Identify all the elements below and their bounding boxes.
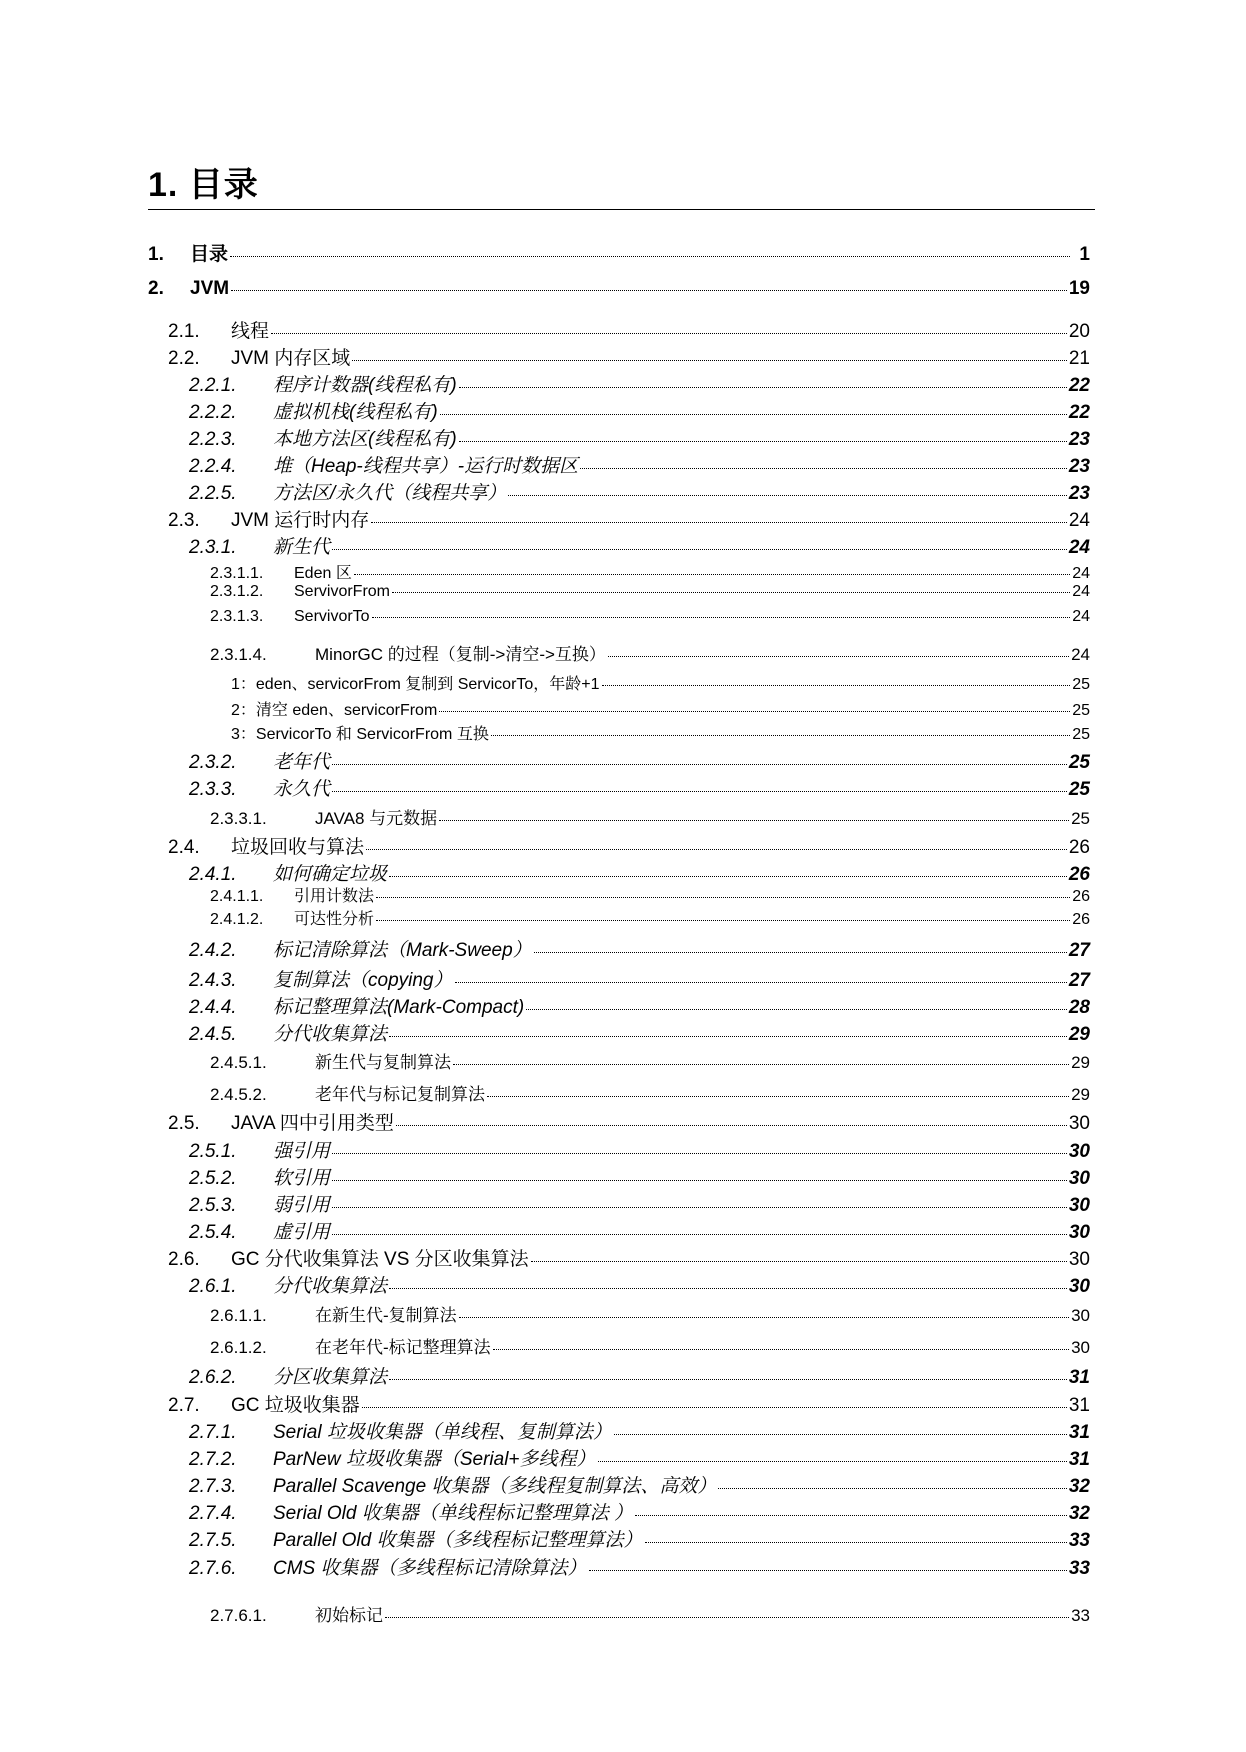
toc-entry[interactable] (189, 1019, 1090, 1045)
toc-entry-title: 1：eden、servicorFrom 复制到 ServicorTo，年龄+1 (231, 676, 600, 693)
toc-entry-page-number: 33 (1068, 1558, 1090, 1579)
toc-entry[interactable] (189, 1163, 1090, 1189)
toc-entry-number: 2.6.1.1. (210, 1306, 267, 1325)
toc-entry[interactable] (189, 747, 1090, 773)
toc-entry-page-number: 30 (1071, 1338, 1090, 1357)
dot-leader (589, 1570, 1067, 1571)
dot-leader (332, 764, 1067, 765)
toc-entry-page-number: 29 (1071, 1085, 1090, 1104)
toc-entry-number: 2.6.1. (189, 1276, 237, 1297)
dot-leader (602, 685, 1070, 686)
dot-leader (534, 952, 1067, 953)
toc-entry-number: 2.3.1.2. (210, 583, 264, 600)
toc-entry[interactable] (189, 1525, 1090, 1551)
dot-leader (580, 468, 1067, 469)
toc-entry-page-number: 31 (1068, 1422, 1090, 1443)
dot-leader (376, 920, 1070, 921)
toc-entry[interactable] (210, 1080, 1090, 1102)
toc-entry-page-number: 30 (1071, 1306, 1090, 1325)
toc-entry[interactable] (189, 1217, 1090, 1243)
dot-leader (459, 387, 1067, 388)
toc-entry-page-number: 24 (1072, 565, 1090, 582)
toc-entry-number: 2.4.1.2. (210, 911, 264, 928)
toc-entry-page-number: 25 (1068, 779, 1090, 800)
toc-entry[interactable] (210, 1048, 1090, 1070)
toc-entry-number: 2. (148, 278, 164, 299)
toc-entry-title: 老年代与标记复制算法 (315, 1085, 485, 1104)
dot-leader (231, 290, 1067, 291)
toc-entry[interactable] (168, 1108, 1090, 1134)
toc-entry[interactable] (189, 478, 1090, 504)
toc-entry-page-number: 27 (1068, 940, 1090, 961)
toc-entry-title: 新生代 (273, 537, 331, 558)
toc-entry[interactable] (210, 804, 1090, 826)
toc-entry-page-number: 29 (1071, 1053, 1090, 1072)
dot-leader (459, 441, 1067, 442)
dot-leader (493, 1349, 1069, 1350)
toc-entry-number: 2.2.3. (189, 429, 237, 450)
toc-entry-title: 标记整理算法(Mark-Compact) (273, 997, 525, 1018)
toc-entry-title: ServivorTo (294, 608, 370, 625)
toc-entry-page-number: 25 (1072, 726, 1090, 743)
dot-leader (491, 735, 1070, 736)
toc-entry-number: 2.2. (168, 348, 200, 369)
toc-entry-page-number: 20 (1068, 321, 1090, 342)
toc-entry-title: 标记清除算法（Mark-Sweep） (273, 940, 532, 961)
toc-entry-title: 分代收集算法 (273, 1276, 388, 1297)
toc-entry-page-number: 26 (1068, 837, 1090, 858)
toc-entry[interactable] (210, 640, 1090, 662)
toc-entry-page-number: 30 (1068, 1168, 1090, 1189)
toc-entry-page-number: 24 (1072, 583, 1090, 600)
toc-entry-title: MinorGC 的过程（复制->清空->互换） (315, 645, 606, 664)
toc-entry-number: 2.3.1.3. (210, 608, 264, 625)
toc-entry[interactable] (210, 608, 1090, 630)
toc-entry[interactable] (210, 1601, 1090, 1623)
toc-entry-title: 软引用 (273, 1168, 331, 1189)
toc-entry[interactable] (189, 370, 1090, 396)
toc-entry-number: 2.3.1.4. (210, 645, 267, 664)
toc-entry-title: 新生代与复制算法 (315, 1053, 451, 1072)
toc-entry-title: Serial 垃圾收集器（单线程、复制算法） (273, 1422, 612, 1443)
toc-entry-title: 虚引用 (273, 1222, 331, 1243)
toc-entry[interactable] (189, 1498, 1090, 1524)
dot-leader (332, 1234, 1067, 1235)
toc-entry[interactable] (189, 1417, 1090, 1443)
toc-entry-title: 目录 (190, 244, 229, 265)
toc-entry-page-number: 19 (1068, 278, 1090, 299)
dot-leader (455, 982, 1067, 983)
toc-entry-number: 2.7.2. (189, 1449, 237, 1470)
toc-entry-page-number: 25 (1072, 702, 1090, 719)
toc-entry[interactable] (210, 560, 1090, 582)
toc-entry-title: 分代收集算法 (273, 1024, 388, 1045)
toc-entry-number: 2.7.4. (189, 1503, 237, 1524)
toc-entry-number: 2.3. (168, 510, 200, 531)
toc-entry-title: 在老年代-标记整理算法 (315, 1338, 491, 1357)
toc-entry-title: 引用计数法 (294, 888, 375, 905)
toc-entry-page-number: 30 (1068, 1222, 1090, 1243)
toc-entry-page-number: 26 (1068, 864, 1090, 885)
toc-entry[interactable] (189, 424, 1090, 450)
dot-leader (376, 897, 1070, 898)
dot-leader (718, 1488, 1066, 1489)
toc-entry[interactable] (168, 316, 1090, 342)
toc-entry-title: ParNew 垃圾收集器（Serial+多线程） (273, 1449, 596, 1470)
toc-entry-number: 2.7.6. (189, 1558, 237, 1579)
toc-entry-number: 2.4.5.2. (210, 1085, 267, 1104)
toc-entry-page-number: 33 (1068, 1530, 1090, 1551)
toc-entry[interactable] (210, 906, 1090, 928)
toc-entry-title: JVM 运行时内存 (231, 510, 370, 531)
dot-leader (531, 1261, 1067, 1262)
toc-entry-page-number: 24 (1068, 537, 1090, 558)
toc-entry-number: 2.6.2. (189, 1367, 237, 1388)
toc-entry-number: 2.4.5.1. (210, 1053, 267, 1072)
toc-entry-title: 分区收集算法 (273, 1367, 388, 1388)
dot-leader (389, 876, 1067, 877)
page-title: 1. 目录 (148, 166, 259, 204)
toc-entry-page-number: 1 (1079, 244, 1090, 265)
toc-entry[interactable] (189, 1553, 1090, 1579)
toc-entry-number: 2.3.3. (189, 779, 237, 800)
dot-leader (354, 574, 1070, 575)
toc-entry-number: 2.5.4. (189, 1222, 237, 1243)
toc-entry[interactable] (231, 697, 1090, 719)
dot-leader (230, 256, 1070, 257)
toc-entry-page-number: 23 (1068, 456, 1090, 477)
toc-entry[interactable] (189, 992, 1090, 1018)
toc-entry-title: 堆（Heap-线程共享）-运行时数据区 (273, 456, 579, 477)
toc-entry[interactable] (148, 278, 1090, 304)
toc-entry[interactable] (189, 1444, 1090, 1470)
toc-entry[interactable] (189, 859, 1090, 885)
dot-leader (508, 495, 1067, 496)
toc-entry-number: 2.3.3.1. (210, 809, 267, 828)
toc-entry-title: JAVA 四中引用类型 (231, 1113, 394, 1134)
toc-entry-page-number: 21 (1068, 348, 1090, 369)
toc-entry[interactable] (231, 671, 1090, 693)
toc-entry-page-number: 22 (1068, 402, 1090, 423)
toc-entry[interactable] (168, 505, 1090, 531)
toc-entry-title: 方法区/永久代（线程共享） (273, 483, 507, 504)
toc-entry-page-number: 31 (1068, 1449, 1090, 1470)
dot-leader (352, 360, 1067, 361)
toc-entry-title: 线程 (231, 321, 270, 342)
toc-entry[interactable] (210, 883, 1090, 905)
dot-leader (372, 617, 1070, 618)
dot-leader (608, 656, 1069, 657)
toc-entry[interactable] (168, 1244, 1090, 1270)
toc-entry-page-number: 24 (1071, 645, 1090, 664)
dot-leader (389, 1036, 1067, 1037)
toc-entry[interactable] (189, 1362, 1090, 1388)
toc-entry-page-number: 25 (1071, 809, 1090, 828)
toc-entry-title: Parallel Scavenge 收集器（多线程复制算法、高效） (273, 1476, 717, 1497)
toc-entry-title: ServivorFrom (294, 583, 391, 600)
toc-entry-title: Parallel Old 收集器（多线程标记整理算法） (273, 1530, 643, 1551)
toc-entry[interactable] (189, 532, 1090, 558)
toc-entry-title: 虚拟机栈(线程私有) (273, 402, 438, 423)
toc-entry-title: 程序计数器(线程私有) (273, 375, 457, 396)
dot-leader (389, 1288, 1067, 1289)
toc-entry[interactable] (189, 1471, 1090, 1497)
toc-entry-number: 2.1. (168, 321, 200, 342)
toc-entry-page-number: 23 (1068, 483, 1090, 504)
toc-entry-page-number: 31 (1068, 1395, 1090, 1416)
toc-entry-number: 2.7.6.1. (210, 1606, 267, 1625)
toc-entry[interactable] (189, 1271, 1090, 1297)
dot-leader (614, 1434, 1067, 1435)
dot-leader (371, 522, 1067, 523)
dot-leader (598, 1461, 1067, 1462)
dot-leader (635, 1515, 1067, 1516)
toc-entry-title: 永久代 (273, 779, 331, 800)
toc-entry[interactable] (168, 1390, 1090, 1416)
toc-entry-title: JVM (190, 278, 230, 299)
toc-entry-page-number: 24 (1068, 510, 1090, 531)
toc-entry-number: 2.4.5. (189, 1024, 237, 1045)
toc-entry-page-number: 32 (1068, 1503, 1090, 1524)
toc-entry-number: 2.5.3. (189, 1195, 237, 1216)
toc-entry-page-number: 30 (1068, 1276, 1090, 1297)
toc-entry[interactable] (168, 343, 1090, 369)
toc-entry-page-number: 30 (1068, 1195, 1090, 1216)
toc-entry-page-number: 30 (1068, 1141, 1090, 1162)
dot-leader (645, 1542, 1067, 1543)
toc-entry[interactable] (231, 721, 1090, 743)
toc-entry-number: 2.5.1. (189, 1141, 237, 1162)
toc-entry-title: 初始标记 (315, 1606, 383, 1625)
toc-entry-title: 在新生代-复制算法 (315, 1306, 457, 1325)
toc-entry-number: 2.6. (168, 1249, 200, 1270)
toc-entry-page-number: 23 (1068, 429, 1090, 450)
toc-entry-page-number: 26 (1072, 888, 1090, 905)
toc-entry-title: Serial Old 收集器（单线程标记整理算法 ） (273, 1503, 633, 1524)
dot-leader (396, 1125, 1067, 1126)
toc-entry-title: Eden 区 (294, 565, 352, 582)
toc-entry-number: 2.3.1. (189, 537, 237, 558)
toc-entry-page-number: 25 (1072, 676, 1090, 693)
toc-entry-number: 2.4.1. (189, 864, 237, 885)
toc-entry-number: 2.7.3. (189, 1476, 237, 1497)
dot-leader (332, 1153, 1067, 1154)
toc-entry[interactable] (189, 935, 1090, 961)
toc-entry[interactable] (189, 965, 1090, 991)
toc-entry[interactable] (189, 774, 1090, 800)
toc-entry-number: 2.4.2. (189, 940, 237, 961)
dot-leader (440, 414, 1067, 415)
toc-entry-page-number: 30 (1068, 1249, 1090, 1270)
dot-leader (526, 1009, 1067, 1010)
toc-entry-number: 2.2.4. (189, 456, 237, 477)
toc-entry-page-number: 27 (1068, 970, 1090, 991)
toc-entry-number: 2.6.1.2. (210, 1338, 267, 1357)
toc-entry-title: 如何确定垃圾 (273, 864, 388, 885)
dot-leader (332, 1180, 1067, 1181)
dot-leader (439, 820, 1069, 821)
toc-entry-title: 垃圾回收与算法 (231, 837, 365, 858)
toc-entry-number: 2.7.5. (189, 1530, 237, 1551)
toc-entry-page-number: 28 (1068, 997, 1090, 1018)
toc-entry-page-number: 33 (1071, 1606, 1090, 1625)
toc-entry[interactable] (189, 451, 1090, 477)
toc-entry-page-number: 22 (1068, 375, 1090, 396)
toc-entry-title: 2：清空 eden、servicorFrom (231, 702, 438, 719)
dot-leader (459, 1317, 1069, 1318)
toc-entry[interactable] (189, 1136, 1090, 1162)
toc-entry-number: 2.3.1.1. (210, 565, 264, 582)
toc-entry-title: 强引用 (273, 1141, 331, 1162)
toc-entry[interactable] (168, 832, 1090, 858)
toc-entry-page-number: 30 (1068, 1113, 1090, 1134)
toc-entry[interactable] (210, 1333, 1090, 1355)
toc-entry-title: GC 垃圾收集器 (231, 1395, 360, 1416)
toc-entry-number: 2.4. (168, 837, 200, 858)
toc-entry-number: 2.7. (168, 1395, 200, 1416)
toc-entry-title: 可达性分析 (294, 911, 375, 928)
toc-entry[interactable] (210, 583, 1090, 605)
toc-entry-number: 2.5. (168, 1113, 200, 1134)
dot-leader (439, 711, 1070, 712)
toc-entry-page-number: 29 (1068, 1024, 1090, 1045)
toc-entry-number: 2.5.2. (189, 1168, 237, 1189)
toc-entry-number: 2.2.2. (189, 402, 237, 423)
dot-leader (392, 592, 1070, 593)
toc-entry[interactable] (189, 1190, 1090, 1216)
dot-leader (389, 1379, 1067, 1380)
toc-entry-title: 本地方法区(线程私有) (273, 429, 457, 450)
toc-entry[interactable] (210, 1301, 1090, 1323)
toc-entry-number: 2.3.2. (189, 752, 237, 773)
toc-entry-title: 3：ServicorTo 和 ServicorFrom 互换 (231, 726, 489, 743)
toc-entry-number: 2.4.1.1. (210, 888, 264, 905)
dot-leader (362, 1407, 1067, 1408)
toc-entry[interactable] (189, 397, 1090, 423)
dot-leader (332, 791, 1067, 792)
dot-leader (366, 849, 1067, 850)
toc-entry-title: JAVA8 与元数据 (315, 809, 438, 828)
toc-entry-title: 老年代 (273, 752, 331, 773)
toc-entry-title: 复制算法（copying） (273, 970, 453, 991)
toc-entry-page-number: 32 (1068, 1476, 1090, 1497)
toc-entry-number: 1. (148, 244, 164, 265)
toc-entry-page-number: 26 (1072, 911, 1090, 928)
toc-entry-page-number: 31 (1068, 1367, 1090, 1388)
toc-entry-number: 2.4.4. (189, 997, 237, 1018)
toc-entry-title: JVM 内存区域 (231, 348, 351, 369)
dot-leader (385, 1617, 1069, 1618)
dot-leader (487, 1096, 1069, 1097)
toc-entry-number: 2.2.5. (189, 483, 237, 504)
toc-entry-page-number: 25 (1068, 752, 1090, 773)
toc-entry-title: 弱引用 (273, 1195, 331, 1216)
dot-leader (332, 549, 1067, 550)
dot-leader (453, 1064, 1069, 1065)
toc-entry-title: GC 分代收集算法 VS 分区收集算法 (231, 1249, 529, 1270)
toc-entry-title: CMS 收集器（多线程标记清除算法） (273, 1558, 587, 1579)
dot-leader (271, 333, 1067, 334)
toc-entry[interactable] (148, 239, 1090, 265)
toc-entry-page-number: 24 (1072, 608, 1090, 625)
toc-entry-number: 2.4.3. (189, 970, 237, 991)
toc-entry-number: 2.7.1. (189, 1422, 237, 1443)
toc-entry-number: 2.2.1. (189, 375, 237, 396)
dot-leader (332, 1207, 1067, 1208)
